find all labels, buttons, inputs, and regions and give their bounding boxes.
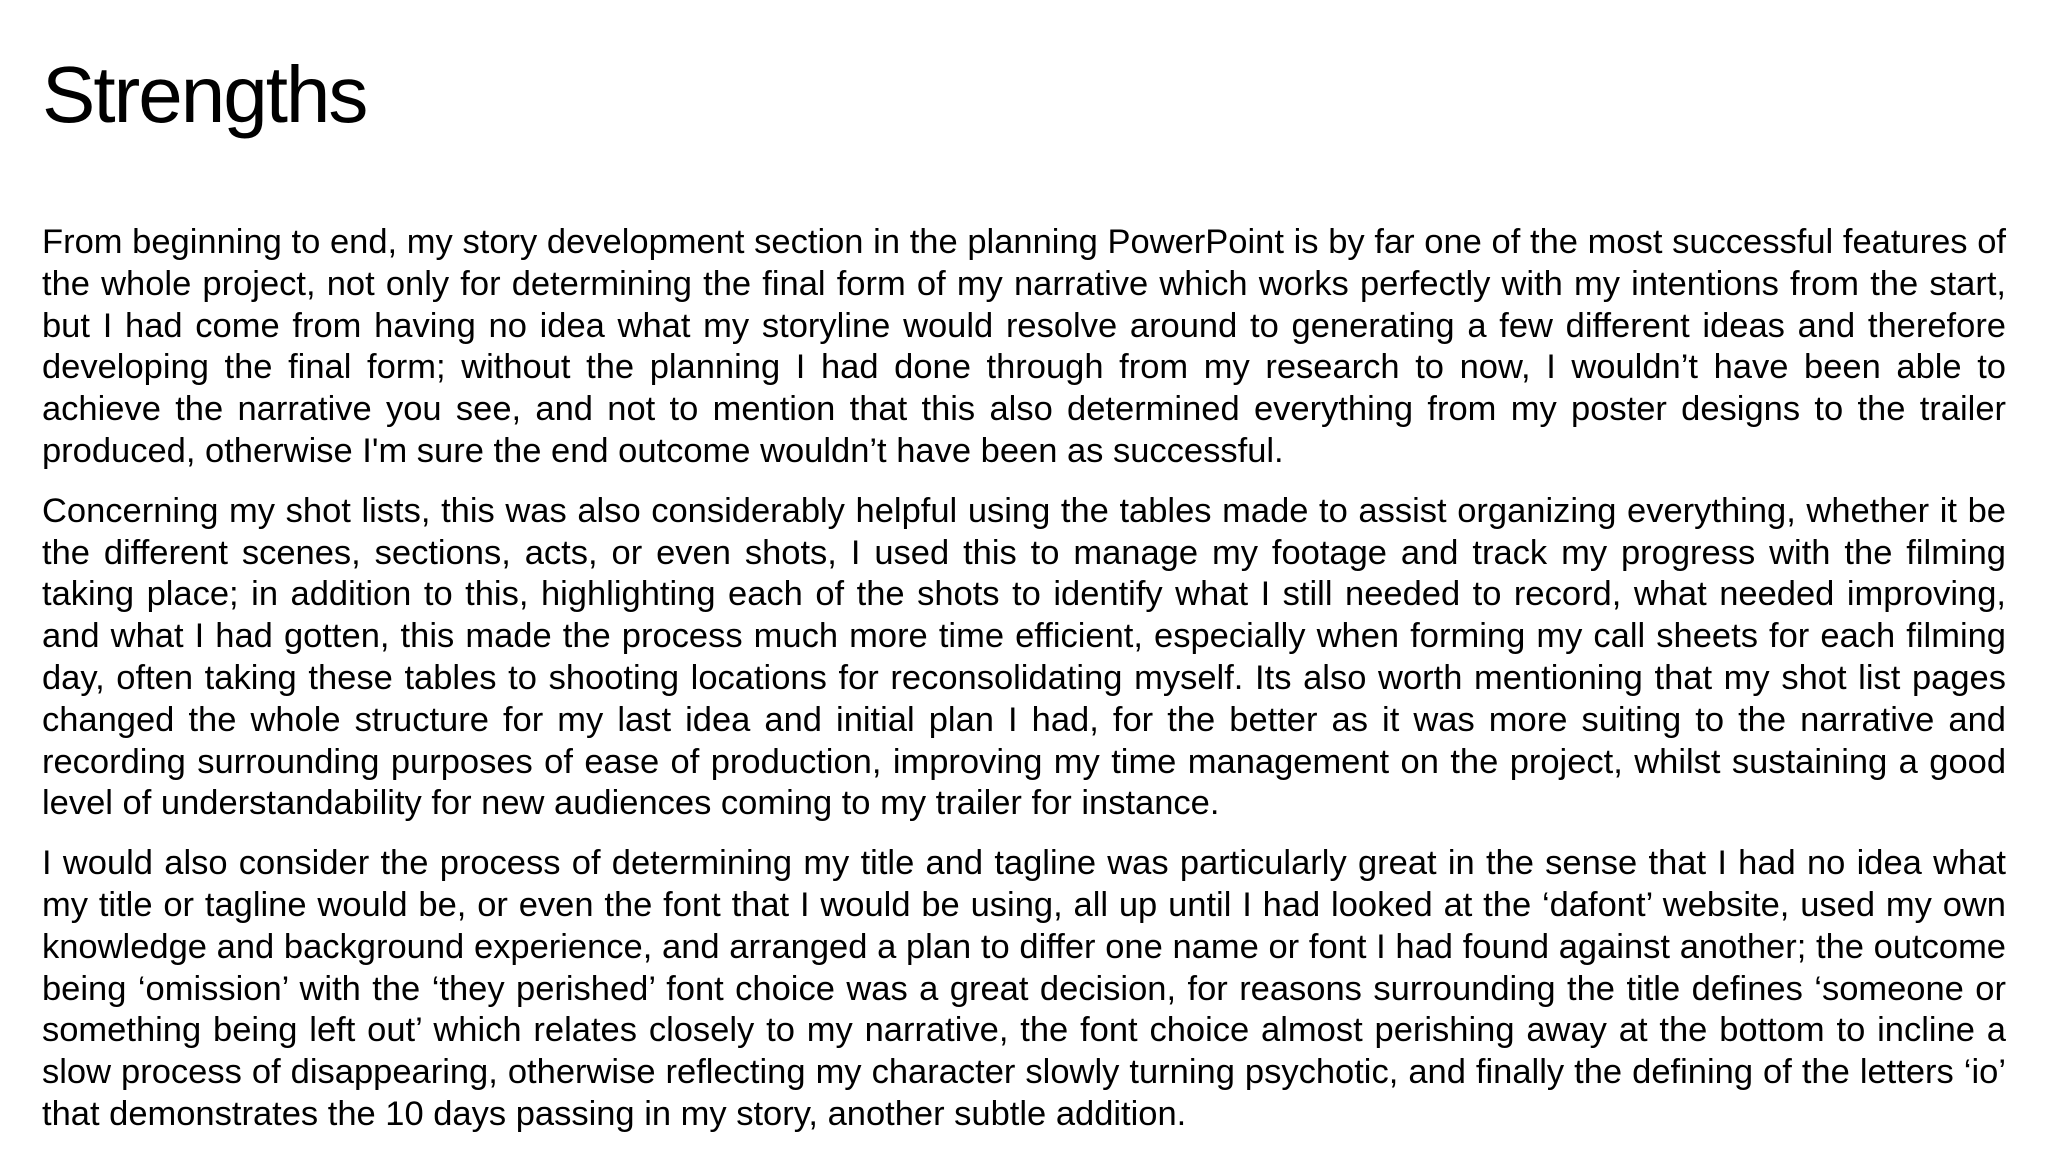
paragraph-story-development: From beginning to end, my story development section in the planning PowerPoint is by far one of the most successful features of the whole project, not only for determining the final form of my narrative which works perfectly with my intentions from the start, but I had come from having no idea what my storyline would resolve around to generating a few different ideas and therefore developing the final form; without the planning I had done through from my research to now, I wouldn’t have been able to achieve the narrative you see, and not to mention that this also determined everything from my poster designs to the trailer produced, otherwise I'm sure the end outcome wouldn’t have been as successful. <box>42 223 2006 470</box>
slide-title: Strengths <box>42 50 367 139</box>
paragraph-shot-lists: Concerning my shot lists, this was also considerably helpful using the tables made to assist organizing everything, whether it be the different scenes, sections, acts, or even shots, I used this to manage my footage and track my progress with the filming taking place; in addition to this, highlighting each of the shots to identify what I still needed to record, what needed improving, and what I had gotten, this made the process much more time efficient, especially when forming my call sheets for each filming day, often taking these tables to shooting locations for reconsolidating myself. Its also worth mentioning that my shot list pages changed the whole structure for my last idea and initial plan I had, for the better as it was more suiting to the narrative and recording surrounding purposes of ease of production, improving my time management on the project, whilst sustaining a good level of understandability for new audiences coming to my trailer for instance. <box>42 491 2006 823</box>
slide-body <box>42 222 2006 1136</box>
paragraph-title-tagline: I would also consider the process of determining my title and tagline was particularly great in the sense that I had no idea what my title or tagline would be, or even the font that I would be using, all up until I had looked at the ‘dafont’ website, used my own knowledge and background experience, and arranged a plan to differ one name or font I had found against another; the outcome being ‘omission’ with the ‘they perished’ font choice was a great decision, for reasons surrounding the title defines ‘someone or something being left out’ which relates closely to my narrative, the font choice almost perishing away at the bottom to incline a slow process of disappearing, otherwise reflecting my character slowly turning psychotic, and finally the defining of the letters ‘io’ that demonstrates the 10 days passing in my story, another subtle addition. <box>42 844 2006 1133</box>
